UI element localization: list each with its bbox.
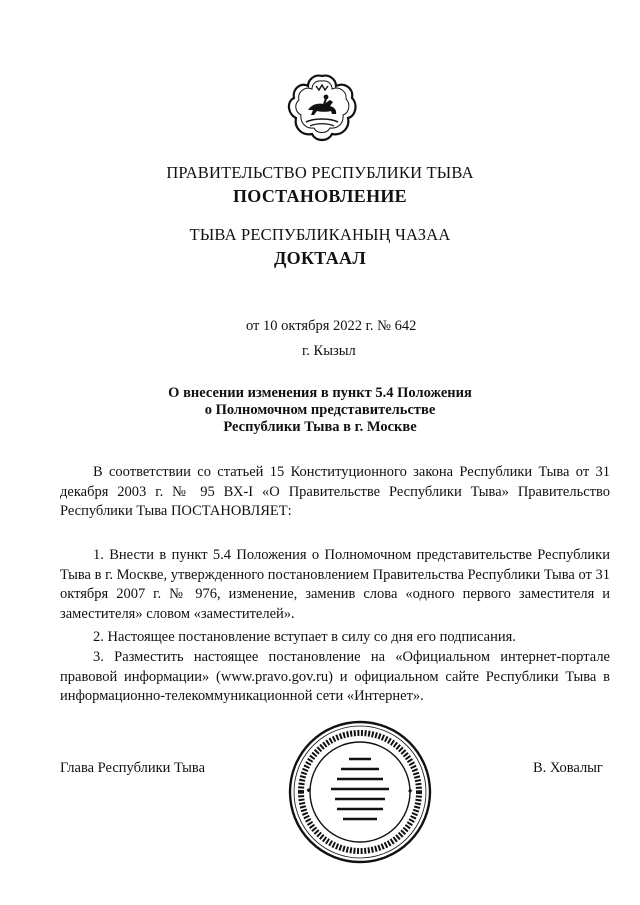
title-line-1: О внесении изменения в пункт 5.4 Положения [168, 385, 472, 401]
item-3-text: 3. Разместить настоящее постановление на «Официальном интернет-портале правовой информации» (www.pravo.gov.ru) и официальном сайте Республики Тыва в информационно-телекоммуникационной сети «Интернет». [60, 649, 610, 705]
item-3-paragraph [60, 648, 610, 707]
preamble-text: В соответствии со статьей 15 Конституционного закона Республики Тыва от 31 декабря 2003 г. № 95 ВХ-I «О Правительстве Республики Тыва» Правительство Республики Тыва ПОСТАНОВЛЯЕТ: [60, 464, 610, 520]
document-type-tyv: ДОКТААЛ [273, 248, 367, 268]
document-type-ru: ПОСТАНОВЛЕНИЕ [233, 186, 407, 206]
official-stamp [287, 719, 433, 865]
government-name-ru: ПРАВИТЕЛЬСТВО РЕСПУБЛИКИ ТЫВА [166, 163, 474, 182]
item-1-text: 1. Внести в пункт 5.4 Положения о Полномочном представительстве Республики Тыва в г. Москве, утвержденного постановлением Правительства Республики Тыва от 31 октября 2007 г. № 976, изменение, заменив слова «одного первого заместителя и заместителя» словом «заместителей». [60, 547, 610, 622]
signatory-position: Глава Республики Тыва [60, 760, 206, 776]
title-line-2: о Полномочном представительстве [204, 402, 436, 418]
item-2-text: 2. Настоящее постановление вступает в силу со дня его подписания. [93, 629, 516, 645]
title-line-3: Республики Тыва в г. Москве [223, 419, 417, 435]
date-number: от 10 октября 2022 г. № 642 [246, 318, 417, 334]
preamble-paragraph [60, 463, 610, 522]
signatory-name: В. Ховалыг [533, 760, 603, 776]
item-2-paragraph [60, 628, 610, 648]
document-title [0, 385, 640, 436]
tuva-emblem-icon [286, 72, 358, 144]
government-name-tyv: ТЫВА РЕСПУБЛИКАНЫҢ ЧАЗАА [189, 225, 451, 244]
city: г. Кызыл [302, 343, 356, 359]
item-1-paragraph [60, 546, 610, 624]
